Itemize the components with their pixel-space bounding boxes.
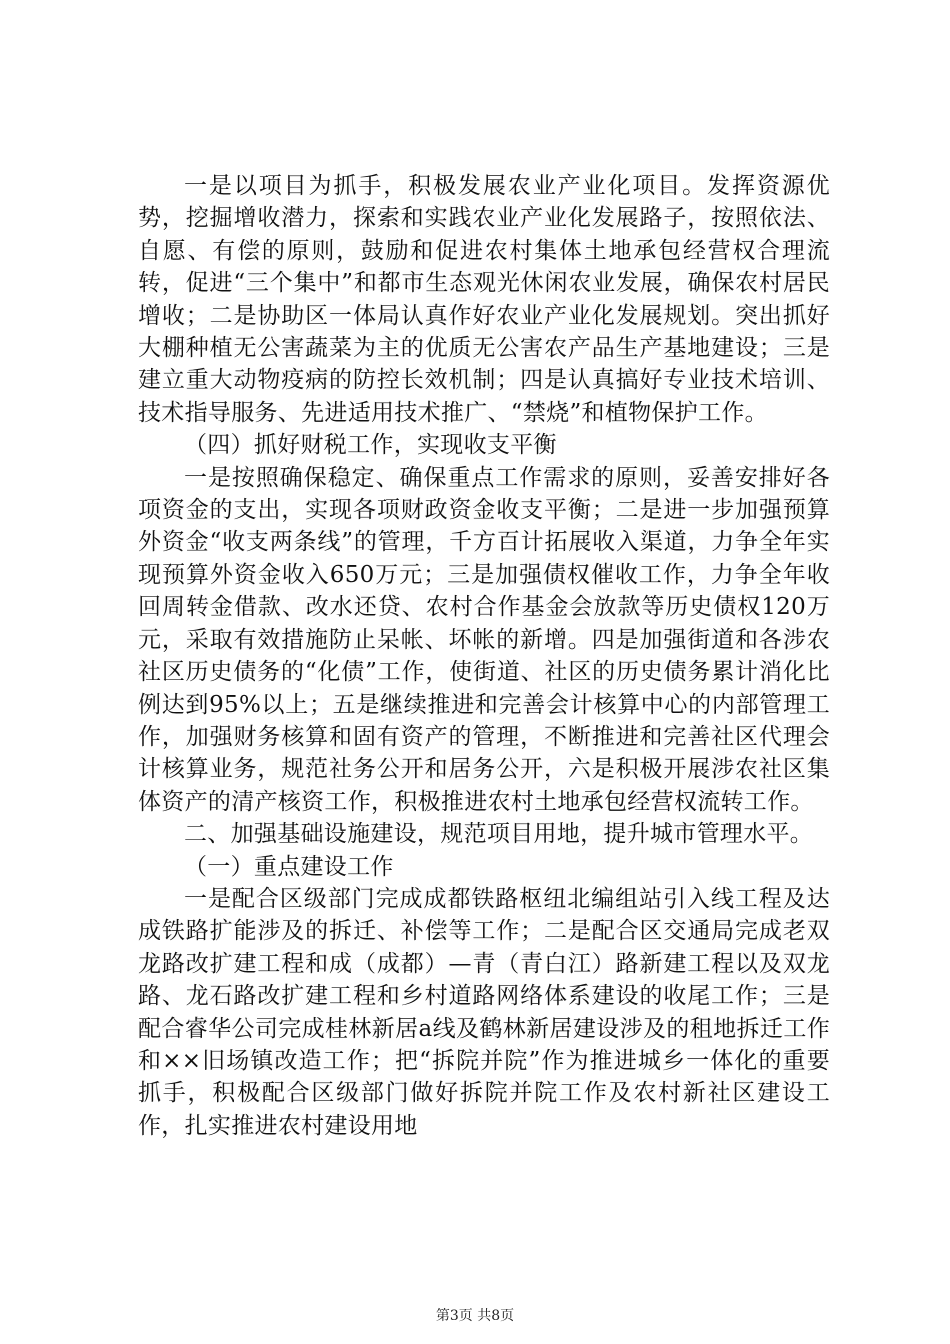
section-heading-infrastructure: 二、加强基础设施建设，规范项目用地，提升城市管理水平。 [184,821,814,848]
document-body [138,170,830,1142]
subsection-heading-key-construction: （一）重点建设工作 [184,853,394,880]
page-footer: 第3页 共8页 [435,1308,515,1324]
section-heading-finance: （四）抓好财税工作，实现收支平衡 [184,432,557,459]
paragraph-construction: 一是配合区级部门完成成都铁路枢纽北编组站引入线工程及达成铁路扩能涉及的拆迁、补偿等工作；二是配合区交通局完成老双龙路改扩建工程和成（成都）—青（青白江）路新建工程以及双龙路、龙石路改扩建工程和乡村道路网络体系建设的收尾工作；三是配合睿华公司完成桂林新居a线及鹤林新居建设涉及的租地拆迁工作和××旧场镇改造工作；把“拆院并院”作为推进城乡一体化的重要抓手，积极配合区级部门做好拆院并院工作及农村新社区建设工作，扎实推进农村建设用地 [138,885,830,1139]
paragraph-agriculture: 一是以项目为抓手，积极发展农业产业化项目。发挥资源优势，挖掘增收潜力，探索和实践农业产业化发展路子，按照依法、自愿、有偿的原则，鼓励和促进农村集体土地承包经营权合理流转，促进“三个集中”和都市生态观光休闲农业发展，确保农村居民增收；二是协助区一体局认真作好农业产业化发展规划。突出抓好大棚种植无公害蔬菜为主的优质无公害农产品生产基地建设；三是建立重大动物疫病的防控长效机制；四是认真搞好专业技术培训、技术指导服务、先进适用技术推广、“禁烧”和植物保护工作。 [138,173,830,426]
paragraph-finance: 一是按照确保稳定、确保重点工作需求的原则，妥善安排好各项资金的支出，实现各项财政资金收支平衡；二是进一步加强预算外资金“收支两条线”的管理，千方百计拓展收入渠道，力争全年实现预算外资金收入650万元；三是加强债权催收工作，力争全年收回周转金借款、改水还贷、农村合作基金会放款等历史债权120万元，采取有效措施防止呆帐、坏帐的新增。四是加强街道和各涉农社区历史债务的“化债”工作，使街道、社区的历史债务累计消化比例达到95%以上；五是继续推进和完善会计核算中心的内部管理工作，加强财务核算和固有资产的管理，不断推进和完善社区代理会计核算业务，规范社务公开和居务公开，六是积极开展涉农社区集体资产的清产核资工作，积极推进农村土地承包经营权流转工作。 [138,464,830,815]
